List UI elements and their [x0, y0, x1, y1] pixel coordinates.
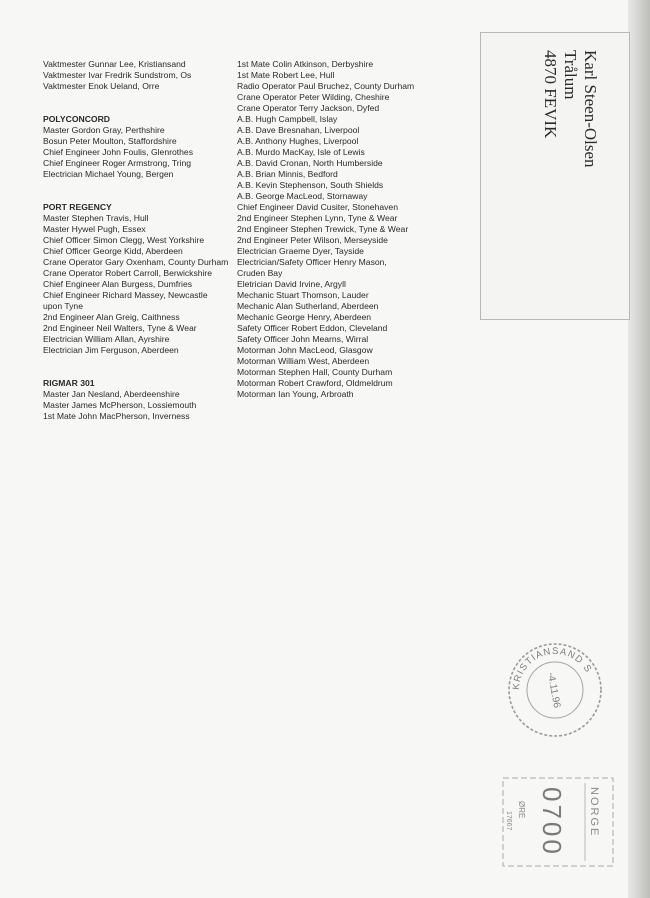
list-item: Electrician Jim Ferguson, Aberdeen: [43, 345, 179, 355]
list-item: Crane Operator Gary Oxenham, County Durham: [43, 257, 229, 267]
list-item: A.B. Anthony Hughes, Liverpool: [237, 136, 359, 146]
list-item: Master Jan Nesland, Aberdeenshire: [43, 389, 180, 399]
list-item: Bosun Peter Moulton, Staffordshire: [43, 136, 177, 146]
list-item: Chief Officer Simon Clegg, West Yorkshire: [43, 235, 205, 245]
list-item: Mechanic George Henry, Aberdeen: [237, 312, 372, 322]
list-item: Master Gordon Gray, Perthshire: [43, 125, 165, 135]
list-item: Chief Engineer David Cusiter, Stonehaven: [237, 202, 398, 212]
list-item: 2nd Engineer Stephen Lynn, Tyne & Wear: [237, 213, 398, 223]
list-item: Master James McPherson, Lossiemouth: [43, 400, 197, 410]
crew-list-left-column: [43, 59, 228, 422]
list-item: Safety Officer John Mearns, Wirral: [237, 334, 369, 344]
list-item: Mechanic Alan Sutherland, Aberdeen: [237, 301, 379, 311]
postmark-date: -4.11.96: [544, 671, 563, 709]
list-item: A.B. Hugh Campbell, Islay: [237, 114, 338, 124]
list-item: Electrician Graeme Dyer, Tayside: [237, 246, 364, 256]
list-item: Chief Engineer Alan Burgess, Dumfries: [43, 279, 193, 289]
list-item: Chief Engineer John Foulis, Glenrothes: [43, 147, 193, 157]
list-item: A.B. Brian Minnis, Bedford: [237, 169, 338, 179]
meter-amount: 0700: [537, 787, 567, 857]
list-item: Motorman Ian Young, Arbroath: [237, 389, 354, 399]
list-item: Chief Officer George Kidd, Aberdeen: [43, 246, 183, 256]
page-edge-shadow: [628, 0, 650, 898]
list-item: Chief Engineer Roger Armstrong, Tring: [43, 158, 192, 168]
meter-number: 17667: [505, 811, 512, 831]
postmark-stamp: [505, 640, 605, 740]
list-item: Chief Engineer Richard Massey, Newcastle upon Tyne: [43, 290, 208, 311]
list-item: 1st Mate John MacPherson, Inverness: [43, 411, 190, 421]
list-item: A.B. David Cronan, North Humberside: [237, 158, 383, 168]
list-item: Motorman William West, Aberdeen: [237, 356, 370, 366]
meter-country: NORGE: [588, 787, 600, 838]
list-item: 2nd Engineer Stephen Trewick, Tyne & Wear: [237, 224, 409, 234]
list-item: Motorman John MacLeod, Glasgow: [237, 345, 373, 355]
list-item: A.B. George MacLeod, Stornaway: [237, 191, 368, 201]
list-item: Crane Operator Peter Wilding, Cheshire: [237, 92, 390, 102]
list-item: 2nd Engineer Alan Greig, Caithness: [43, 312, 180, 322]
list-item: A.B. Kevin Stephenson, South Shields: [237, 180, 384, 190]
list-item: Electrician/Safety Officer Henry Mason,: [237, 257, 387, 267]
section-heading-rigmar: RIGMAR 301: [43, 378, 95, 388]
list-item: Vaktmester Gunnar Lee, Kristiansand: [43, 59, 186, 69]
list-item: Motorman Stephen Hall, County Durham: [237, 367, 393, 377]
list-item: A.B. Dave Bresnahan, Liverpool: [237, 125, 360, 135]
list-item: Vaktmester Ivar Fredrik Sundstrom, Os: [43, 70, 192, 80]
crew-list-right-column: [237, 59, 422, 400]
list-item: Cruden Bay: [237, 268, 283, 278]
section-heading-polyconcord: POLYCONCORD: [43, 114, 111, 124]
list-item: 1st Mate Colin Atkinson, Derbyshire: [237, 59, 374, 69]
recipient-street: Trålum: [561, 50, 580, 100]
list-item: Radio Operator Paul Bruchez, County Durham: [237, 81, 415, 91]
section-heading-port-regency: PORT REGENCY: [43, 202, 112, 212]
postmark-town: KRISTIANSAND S: [510, 645, 595, 691]
list-item: 1st Mate Robert Lee, Hull: [237, 70, 335, 80]
list-item: Mechanic Stuart Thomson, Lauder: [237, 290, 369, 300]
recipient-city: 4870 FEVIK: [541, 50, 560, 139]
meter-code: ØRE: [517, 801, 526, 819]
list-item: 2nd Engineer Neil Walters, Tyne & Wear: [43, 323, 197, 333]
list-item: Motorman Robert Crawford, Oldmeldrum: [237, 378, 393, 388]
franking-meter-stamp: [485, 775, 625, 870]
list-item: A.B. Murdo MacKay, Isle of Lewis: [237, 147, 365, 157]
list-item: Vaktmester Enok Ueland, Orre: [43, 81, 160, 91]
list-item: Crane Operator Robert Carroll, Berwickshire: [43, 268, 213, 278]
list-item: Master Hywel Pugh, Essex: [43, 224, 146, 234]
list-item: Electrician Michael Young, Bergen: [43, 169, 174, 179]
recipient-name: Karl Steen-Olsen: [581, 50, 600, 168]
address-text: [540, 50, 600, 168]
list-item: Master Stephen Travis, Hull: [43, 213, 149, 223]
list-item: Electrician William Allan, Ayrshire: [43, 334, 170, 344]
list-item: Crane Operator Terry Jackson, Dyfed: [237, 103, 380, 113]
list-item: Safety Officer Robert Eddon, Cleveland: [237, 323, 388, 333]
list-item: 2nd Engineer Peter Wilson, Merseyside: [237, 235, 388, 245]
list-item: Eletrician David Irvine, Argyll: [237, 279, 346, 289]
